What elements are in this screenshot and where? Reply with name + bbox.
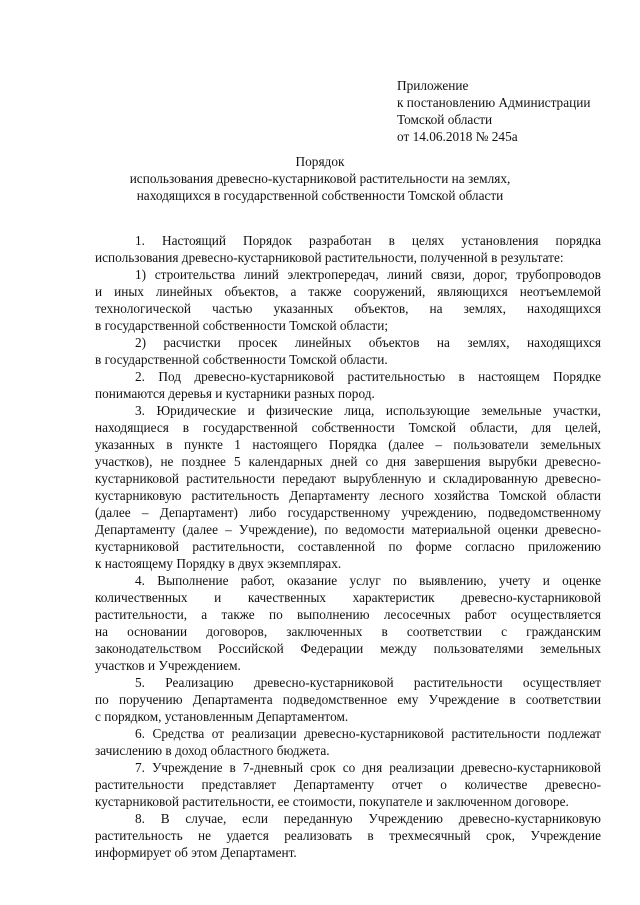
paragraph-line: растительности представляет Департаменту отчет о количестве древесно- [95, 777, 601, 792]
paragraph-line: использования древесно-кустарниковой растительности, полученной в результате: [95, 250, 564, 265]
title-line: находящихся в государственной собственности Томской области [136, 188, 504, 203]
paragraph-line: участков), не позднее 5 календарных дней со дня завершения вырубки древесно- [95, 454, 601, 469]
paragraph-line: законодательством Российской Федерации между пользователями земельных [95, 641, 601, 656]
paragraph-line: растительность не удается реализовать в трехмесячный срок, Учреждение [95, 828, 601, 843]
paragraph-first-line: 5. Реализацию древесно-кустарниковой растительности осуществляет [135, 675, 601, 690]
paragraph-first-line: 1) строительства линий электропередач, линий связи, дорог, трубопроводов [135, 267, 601, 282]
paragraph-line: указанных в пункте 1 настоящего Порядка (далее – пользователи земельных [95, 437, 601, 452]
paragraph-line: кустарниковую растительность Департаменту лесного хозяйства Томской области [95, 488, 601, 503]
paragraph-line: растительности, а также по выполнению лесосечных работ осуществляется [95, 607, 601, 622]
appendix-date-line: от 14.06.2018 № 245а [397, 129, 518, 144]
paragraph-line: количественных и качественных характеристик древесно-кустарниковой [95, 590, 601, 605]
paragraph-line: в государственной собственности Томской области; [95, 318, 389, 333]
paragraph-line: на основании договоров, заключенных в соответствии с гражданским [95, 624, 601, 639]
paragraph-line: понимаются деревья и кустарники разных пород. [95, 386, 375, 401]
paragraph-line: с порядком, установленным Департаментом. [95, 709, 349, 724]
paragraph-line: участков и Учреждением. [95, 658, 241, 673]
paragraph-first-line: 2) расчистки просек линейных объектов на землях, находящихся [135, 335, 601, 350]
appendix-line: Томской области [397, 112, 493, 127]
paragraph-line: (далее – Департамент) либо государственному учреждению, подведомственному [95, 505, 601, 520]
paragraph-line: кустарниковой растительности передают вырубленную и складированную древесно- [95, 471, 601, 486]
paragraph-line: находящиеся в государственной собственности Томской области, для целей, [95, 420, 601, 435]
paragraph-line: кустарниковой растительности, составленной по форме согласно приложению [95, 539, 601, 554]
paragraph-line: в государственной собственности Томской области. [95, 352, 388, 367]
paragraph-line: Департаменту (далее – Учреждение), по ведомости материальной оценки древесно- [95, 522, 601, 537]
paragraph-first-line: 2. Под древесно-кустарниковой растительностью в настоящем Порядке [135, 369, 601, 384]
appendix-line: Приложение [397, 78, 469, 93]
paragraph-first-line: 6. Средства от реализации древесно-кустарниковой растительности подлежат [135, 726, 601, 741]
paragraph-line: зачислению в доход областного бюджета. [95, 743, 330, 758]
paragraph-line: кустарниковой растительности, ее стоимости, покупателе и заключенном договоре. [95, 794, 569, 809]
paragraph-first-line: 1. Настоящий Порядок разработан в целях установления порядка [135, 233, 601, 248]
paragraph-first-line: 4. Выполнение работ, оказание услуг по выявлению, учету и оценке [135, 573, 601, 588]
appendix-line: к постановлению Администрации [397, 95, 591, 110]
paragraph-line: технологической частью указанных объектов, на землях, находящихся [95, 301, 601, 316]
paragraph-line: и иных линейных объектов, а также сооружений, являющихся неотъемлемой [95, 284, 601, 299]
paragraph-line: по поручению Департамента подведомственное ему Учреждение в соответствии [95, 692, 601, 707]
paragraph-first-line: 3. Юридические и физические лица, использующие земельные участки, [135, 403, 601, 418]
title-line: использования древесно-кустарниковой растительности на землях, [129, 171, 511, 186]
title-heading: Порядок [295, 154, 345, 169]
paragraph-first-line: 7. Учреждение в 7-дневный срок со дня реализации древесно-кустарниковой [135, 760, 601, 775]
paragraph-line: к настоящему Порядку в двух экземплярах. [95, 556, 342, 571]
paragraph-first-line: 8. В случае, если переданную Учреждению древесно-кустарниковую [135, 811, 601, 826]
paragraph-line: информирует об этом Департамент. [95, 845, 297, 860]
